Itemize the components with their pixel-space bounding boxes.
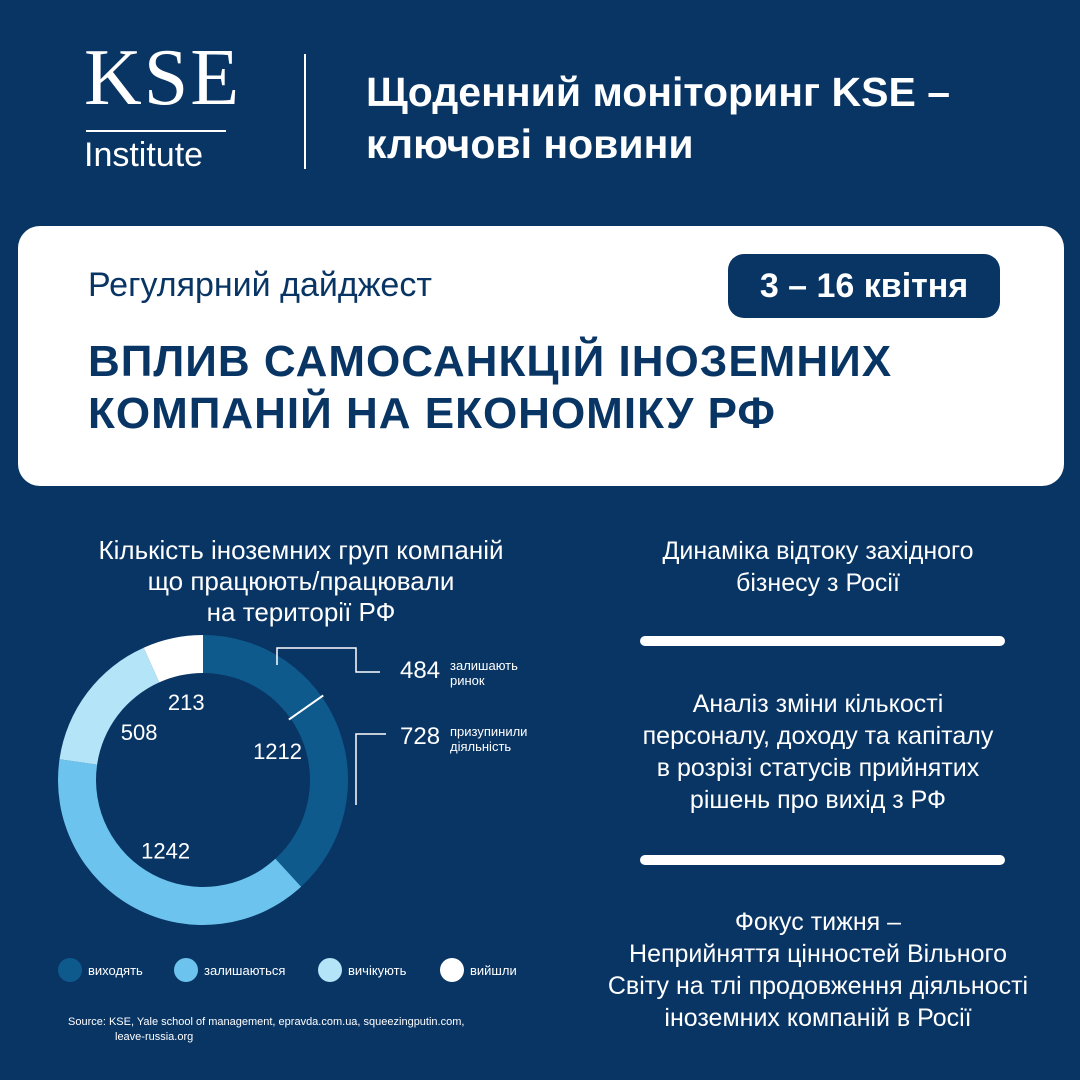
- main-title: [88, 336, 1048, 440]
- legend-label: виходять: [88, 962, 143, 978]
- main-title-line: ВПЛИВ САМОСАНКЦІЙ ІНОЗЕМНИХ: [88, 337, 893, 386]
- main-title-line: КОМПАНІЙ НА ЕКОНОМІКУ РФ: [88, 389, 776, 438]
- legend-swatch: [58, 958, 82, 982]
- callout-label-line: залишають: [450, 658, 518, 673]
- page-title-line: ключові новини: [366, 121, 694, 167]
- kse-logo-institute: Institute: [84, 136, 204, 174]
- callout-label-line: ринок: [450, 673, 485, 688]
- section-divider: [640, 636, 1005, 646]
- slice-value-label: 213: [167, 689, 205, 715]
- page-title-line: Щоденний моніторинг KSE –: [366, 69, 950, 115]
- source-line: leave-russia.org: [115, 1031, 194, 1043]
- kse-logo: KSE: [84, 34, 242, 122]
- source-note: [68, 1015, 588, 1045]
- legend-swatch: [440, 958, 464, 982]
- topic-line: рішень про вихід з РФ: [689, 786, 947, 814]
- slice-value-label: 508: [120, 719, 158, 745]
- page-title: [366, 66, 1046, 170]
- callout-value-suspended: 728: [400, 723, 441, 750]
- source-line: Source: KSE, Yale school of management, epravda.com.ua, squeezingputin.com,: [68, 1016, 465, 1028]
- legend-label: вийшли: [470, 962, 517, 978]
- digest-label: Регулярний дайджест: [88, 266, 432, 304]
- legend-item: [318, 958, 406, 982]
- topic-staff-analysis: [590, 688, 1046, 816]
- topic-line: Світу на тлі продовження діяльності: [607, 972, 1029, 1000]
- legend-item: [174, 958, 285, 982]
- legend-label: вичікують: [348, 962, 407, 978]
- topic-line: Фокус тижня –: [734, 908, 902, 936]
- topic-line: персоналу, доходу та капіталу: [642, 722, 994, 750]
- header-divider: [304, 54, 306, 169]
- donut-slice-3: [60, 648, 160, 765]
- logo-divider: [86, 130, 226, 132]
- date-badge: 3 – 16 квітня: [728, 254, 1000, 318]
- callout-label-suspended: [450, 724, 550, 754]
- callout-label-leaving: [450, 658, 550, 688]
- topic-line: іноземних компаній в Росії: [664, 1004, 972, 1032]
- callout-label-line: призупинили: [450, 724, 528, 739]
- topic-line: Неприйняття цінностей Вільного: [629, 940, 1007, 968]
- legend-swatch: [174, 958, 198, 982]
- legend-item: [58, 958, 143, 982]
- callout-value-leaving: 484: [400, 657, 441, 684]
- slice-value-label: 1212: [253, 738, 303, 764]
- digest-card: [18, 226, 1064, 486]
- topic-outflow-dynamics: [590, 535, 1046, 599]
- chart-title-line: Кількість іноземних груп компаній: [98, 535, 504, 565]
- legend-label: залишаються: [204, 962, 286, 978]
- chart-title-line: що працюють/працювали: [147, 566, 455, 596]
- topic-line: в розрізі статусів прийнятих: [656, 754, 980, 782]
- chart-title-line: на території РФ: [206, 597, 396, 627]
- topic-line: Аналіз зміни кількості: [692, 690, 944, 718]
- legend-item: [440, 958, 517, 982]
- slice-value-label: 1242: [141, 838, 191, 864]
- legend-swatch: [318, 958, 342, 982]
- topic-focus-of-week: [590, 906, 1046, 1034]
- callout-label-line: діяльність: [450, 739, 512, 754]
- topic-line: Динаміка відтоку західного: [662, 537, 974, 565]
- callout-bracket-suspended: [356, 734, 386, 805]
- chart-legend: [58, 958, 578, 982]
- topic-line: бізнесу з Росії: [736, 569, 900, 597]
- chart-title: [30, 535, 572, 628]
- section-divider: [640, 855, 1005, 865]
